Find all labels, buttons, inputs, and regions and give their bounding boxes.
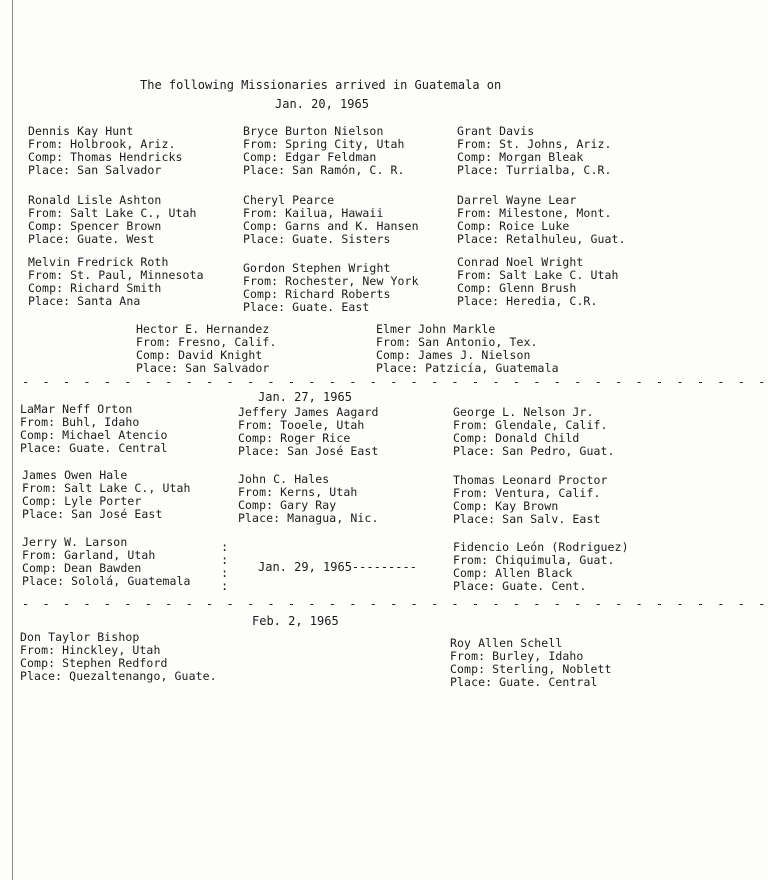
missionary-comp: Comp: Gary Ray	[238, 498, 337, 512]
missionary-comp: Comp: Richard Smith	[28, 281, 162, 295]
missionary-from: From: Salt Lake C. Utah	[457, 268, 619, 282]
column-divider: :	[221, 540, 229, 554]
missionary-place: Place: Guate. Sisters	[243, 232, 391, 246]
missionary-comp: Comp: Donald Child	[453, 431, 580, 445]
missionary-comp: Comp: James J. Nielson	[376, 348, 531, 362]
missionary-place: Place: San Salvador	[136, 361, 270, 375]
separator-line: - - - - - - - - - - - - - - - - - - - - - - - - - - - - - - - - - - - - -	[22, 597, 768, 611]
missionary-place: Place: Managua, Nic.	[238, 511, 379, 525]
missionary-place: Place: San José East	[22, 507, 163, 521]
column-divider: :	[221, 553, 229, 567]
missionary-place: Place: San Pedro, Guat.	[453, 444, 615, 458]
missionary-name: George L. Nelson Jr.	[453, 405, 594, 419]
missionary-name: Conrad Noel Wright	[457, 255, 584, 269]
missionary-place: Place: Patzicía, Guatemala	[376, 361, 559, 375]
missionary-comp: Comp: Spencer Brown	[28, 219, 162, 233]
date-heading-jan-29: Jan. 29, 1965---------	[258, 560, 417, 574]
missionary-place: Place: Guate. Central	[20, 441, 168, 455]
missionary-from: From: Tooele, Utah	[238, 418, 365, 432]
missionary-place: Place: San Salv. East	[453, 512, 601, 526]
missionary-name: Don Taylor Bishop	[20, 630, 140, 644]
missionary-from: From: Holbrook, Ariz.	[28, 137, 176, 151]
missionary-from: From: Ventura, Calif.	[453, 486, 601, 500]
date-heading-feb-2: Feb. 2, 1965	[252, 614, 339, 628]
missionary-from: From: San Antonio, Tex.	[376, 335, 538, 349]
missionary-place: Place: Santa Ana	[28, 294, 141, 308]
missionary-name: Melvin Fredrick Roth	[28, 255, 169, 269]
missionary-place: Place: Guate. Cent.	[453, 579, 587, 593]
missionary-name: James Owen Hale	[22, 468, 128, 482]
missionary-place: Place: Sololá, Guatemala	[22, 574, 191, 588]
missionary-from: From: St. Johns, Ariz.	[457, 137, 612, 151]
missionary-comp: Comp: Allen Black	[453, 566, 573, 580]
missionary-place: Place: Guate. West	[28, 232, 155, 246]
missionary-comp: Comp: Garns and K. Hansen	[243, 219, 419, 233]
missionary-from: From: Salt Lake C., Utah	[28, 206, 197, 220]
page-edge-line	[12, 0, 13, 880]
missionary-place: Place: San José East	[238, 444, 379, 458]
missionary-comp: Comp: Kay Brown	[453, 499, 559, 513]
missionary-from: From: Burley, Idaho	[450, 649, 584, 663]
missionary-name: Thomas Leonard Proctor	[453, 473, 608, 487]
date-heading-jan-27: Jan. 27, 1965	[258, 390, 352, 404]
missionary-name: Roy Allen Schell	[450, 636, 563, 650]
missionary-from: From: Buhl, Idaho	[20, 415, 140, 429]
missionary-name: Gordon Stephen Wright	[243, 261, 391, 275]
missionary-place: Place: San Ramón, C. R.	[243, 163, 405, 177]
missionary-comp: Comp: David Knight	[136, 348, 263, 362]
date-heading-jan-20: Jan. 20, 1965	[275, 97, 369, 111]
missionary-from: From: Milestone, Mont.	[457, 206, 612, 220]
separator-line: - - - - - - - - - - - - - - - - - - - - - - - - - - - - - - - - - - - - -	[22, 375, 768, 389]
missionary-comp: Comp: Dean Bawden	[22, 561, 142, 575]
missionary-name: Jeffery James Aagard	[238, 405, 379, 419]
missionary-from: From: Fresno, Calif.	[136, 335, 277, 349]
missionary-name: Darrel Wayne Lear	[457, 193, 577, 207]
missionary-from: From: Garland, Utah	[22, 548, 156, 562]
missionary-from: From: Hinckley, Utah	[20, 643, 161, 657]
missionary-place: Place: Retalhuleu, Guat.	[457, 232, 626, 246]
missionary-from: From: Chiquimula, Guat.	[453, 553, 615, 567]
missionary-from: From: St. Paul, Minnesota	[28, 268, 204, 282]
missionary-name: Dennis Kay Hunt	[28, 124, 134, 138]
missionary-comp: Comp: Edgar Feldman	[243, 150, 377, 164]
missionary-comp: Comp: Stephen Redford	[20, 656, 168, 670]
missionary-from: From: Glendale, Calif.	[453, 418, 608, 432]
missionary-place: Place: Turrialba, C.R.	[457, 163, 612, 177]
missionary-comp: Comp: Lyle Porter	[22, 494, 142, 508]
missionary-name: Cheryl Pearce	[243, 193, 335, 207]
missionary-from: From: Salt Lake C., Utah	[22, 481, 191, 495]
missionary-comp: Comp: Thomas Hendricks	[28, 150, 183, 164]
missionary-name: Elmer John Markle	[376, 322, 496, 336]
column-divider: :	[221, 566, 229, 580]
missionary-comp: Comp: Michael Atencio	[20, 428, 168, 442]
missionary-comp: Comp: Morgan Bleak	[457, 150, 584, 164]
missionary-place: Place: Heredia, C.R.	[457, 294, 598, 308]
page-heading: The following Missionaries arrived in Guatemala on	[140, 78, 502, 92]
missionary-name: Jerry W. Larson	[22, 535, 128, 549]
missionary-name: Bryce Burton Nielson	[243, 124, 384, 138]
missionary-place: Place: Guate. East	[243, 300, 370, 314]
missionary-place: Place: Quezaltenango, Guate.	[20, 669, 217, 683]
missionary-from: From: Kerns, Utah	[238, 485, 358, 499]
missionary-name: Ronald Lisle Ashton	[28, 193, 162, 207]
missionary-place: Place: San Salvador	[28, 163, 162, 177]
missionary-from: From: Rochester, New York	[243, 274, 419, 288]
missionary-comp: Comp: Glenn Brush	[457, 281, 577, 295]
missionary-name: Grant Davis	[457, 124, 535, 138]
missionary-name: Fidencio León (Rodriguez)	[453, 540, 629, 554]
missionary-from: From: Spring City, Utah	[243, 137, 405, 151]
missionary-place: Place: Guate. Central	[450, 675, 598, 689]
missionary-name: John C. Hales	[238, 472, 330, 486]
column-divider: :	[221, 579, 229, 593]
missionary-from: From: Kailua, Hawaii	[243, 206, 384, 220]
missionary-comp: Comp: Sterling, Noblett	[450, 662, 612, 676]
missionary-name: Hector E. Hernandez	[136, 322, 270, 336]
missionary-name: LaMar Neff Orton	[20, 402, 133, 416]
missionary-comp: Comp: Roger Rice	[238, 431, 351, 445]
missionary-comp: Comp: Roice Luke	[457, 219, 570, 233]
missionary-comp: Comp: Richard Roberts	[243, 287, 391, 301]
